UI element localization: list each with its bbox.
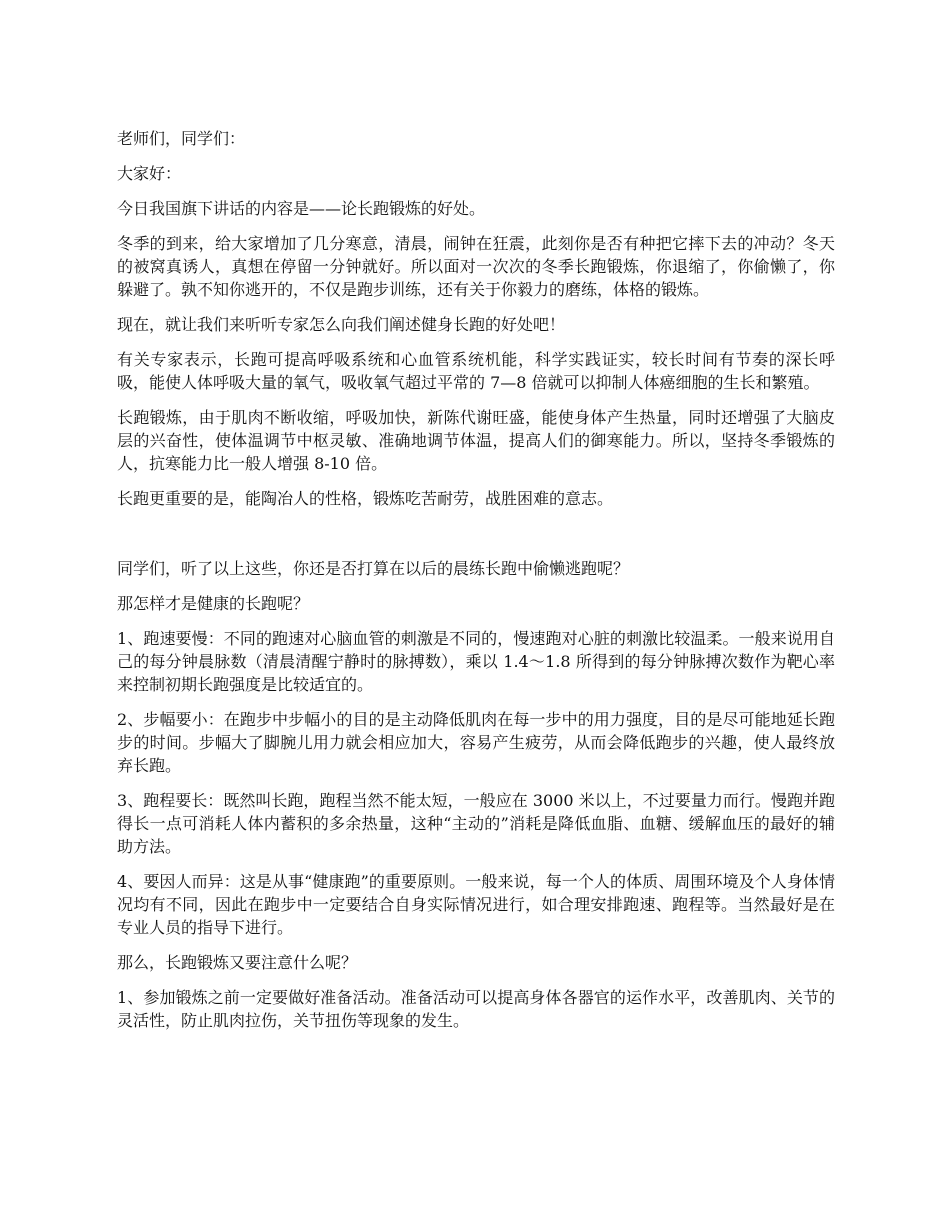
paragraph-precautions-question: 那么，长跑锻炼又要注意什么呢？ [117,953,358,972]
salutation-teachers-students: 老师们，同学们： [117,129,246,148]
paragraph-question-lazy: 同学们，听了以上这些，你还是否打算在以后的晨练长跑中偷懒逃跑呢？ [117,559,630,578]
document-body [117,127,835,1044]
paragraph-expert-intro: 现在，就让我们来听听专家怎么向我们阐述健身长跑的好处吧！ [117,315,566,334]
list-item-slow-pace: 1、跑速要慢：不同的跑速对心脑血管的刺激是不同的，慢速跑对心脏的刺激比较温柔。一般来说用自己的每分钟晨脉数（清晨清醒宁静时的脉搏数），乘以 1.4～1.8 所得到的每分钟脉搏次数作为靶心率来控制初期长跑强度是比较适宜的。 [117,629,835,694]
list-item-warm-up: 1、参加锻炼之前一定要做好准备活动。准备活动可以提高身体各器官的运作水平，改善肌肉、关节的灵活性，防止肌肉拉伤，关节扭伤等现象的发生。 [117,988,835,1030]
paragraph-cold-resistance: 长跑锻炼，由于肌肉不断收缩，呼吸加快，新陈代谢旺盛，能使身体产生热量，同时还增强了大脑皮层的兴奋性，使体温调节中枢灵敏、准确地调节体温，提高人们的御寒能力。所以，坚持冬季锻炼的人，抗寒能力比一般人增强 8-10 倍。 [117,408,835,473]
paragraph-character: 长跑更重要的是，能陶冶人的性格，锻炼吃苦耐劳，战胜困难的意志。 [117,489,614,508]
greeting: 大家好： [117,164,182,183]
blank-line [117,522,835,545]
list-item-small-stride: 2、步幅要小：在跑步中步幅小的目的是主动降低肌肉在每一步中的用力强度，目的是尽可能地延长跑步的时间。步幅大了脚腕儿用力就会相应加大，容易产生疲劳，从而会降低跑步的兴趣，使人最终放弃长跑。 [117,710,835,775]
paragraph-breathing-benefits: 有关专家表示，长跑可提高呼吸系统和心血管系统机能，科学实践证实，较长时间有节奏的深长呼吸，能使人体呼吸大量的氧气，吸收氧气超过平常的 7—8 倍就可以抑制人体癌细胞的生长和繁殖。 [117,350,835,392]
speech-topic: 今日我国旗下讲话的内容是——论长跑锻炼的好处。 [117,199,486,218]
list-item-long-distance: 3、跑程要长：既然叫长跑，跑程当然不能太短，一般应在 3000 米以上，不过要量力而行。慢跑并跑得长一点可消耗人体内蓄积的多余热量，这种“主动的”消耗是降低血脂、血糖、缓解血压的最好的辅助方法。 [117,791,835,856]
paragraph-healthy-running-question: 那怎样才是健康的长跑呢？ [117,594,310,613]
list-item-individual: 4、要因人而异：这是从事“健康跑”的重要原则。一般来说，每一个人的体质、周围环境及个人身体情况均有不同，因此在跑步中一定要结合自身实际情况进行，如合理安排跑速、跑程等。当然最好是在专业人员的指导下进行。 [117,872,835,937]
paragraph-winter-intro: 冬季的到来，给大家增加了几分寒意，清晨，闹钟在狂震，此刻你是否有种把它摔下去的冲动？冬天的被窝真诱人，真想在停留一分钟就好。所以面对一次次的冬季长跑锻炼，你退缩了，你偷懒了，你躲避了。孰不知你逃开的，不仅是跑步训练，还有关于你毅力的磨练，体格的锻炼。 [117,234,835,299]
